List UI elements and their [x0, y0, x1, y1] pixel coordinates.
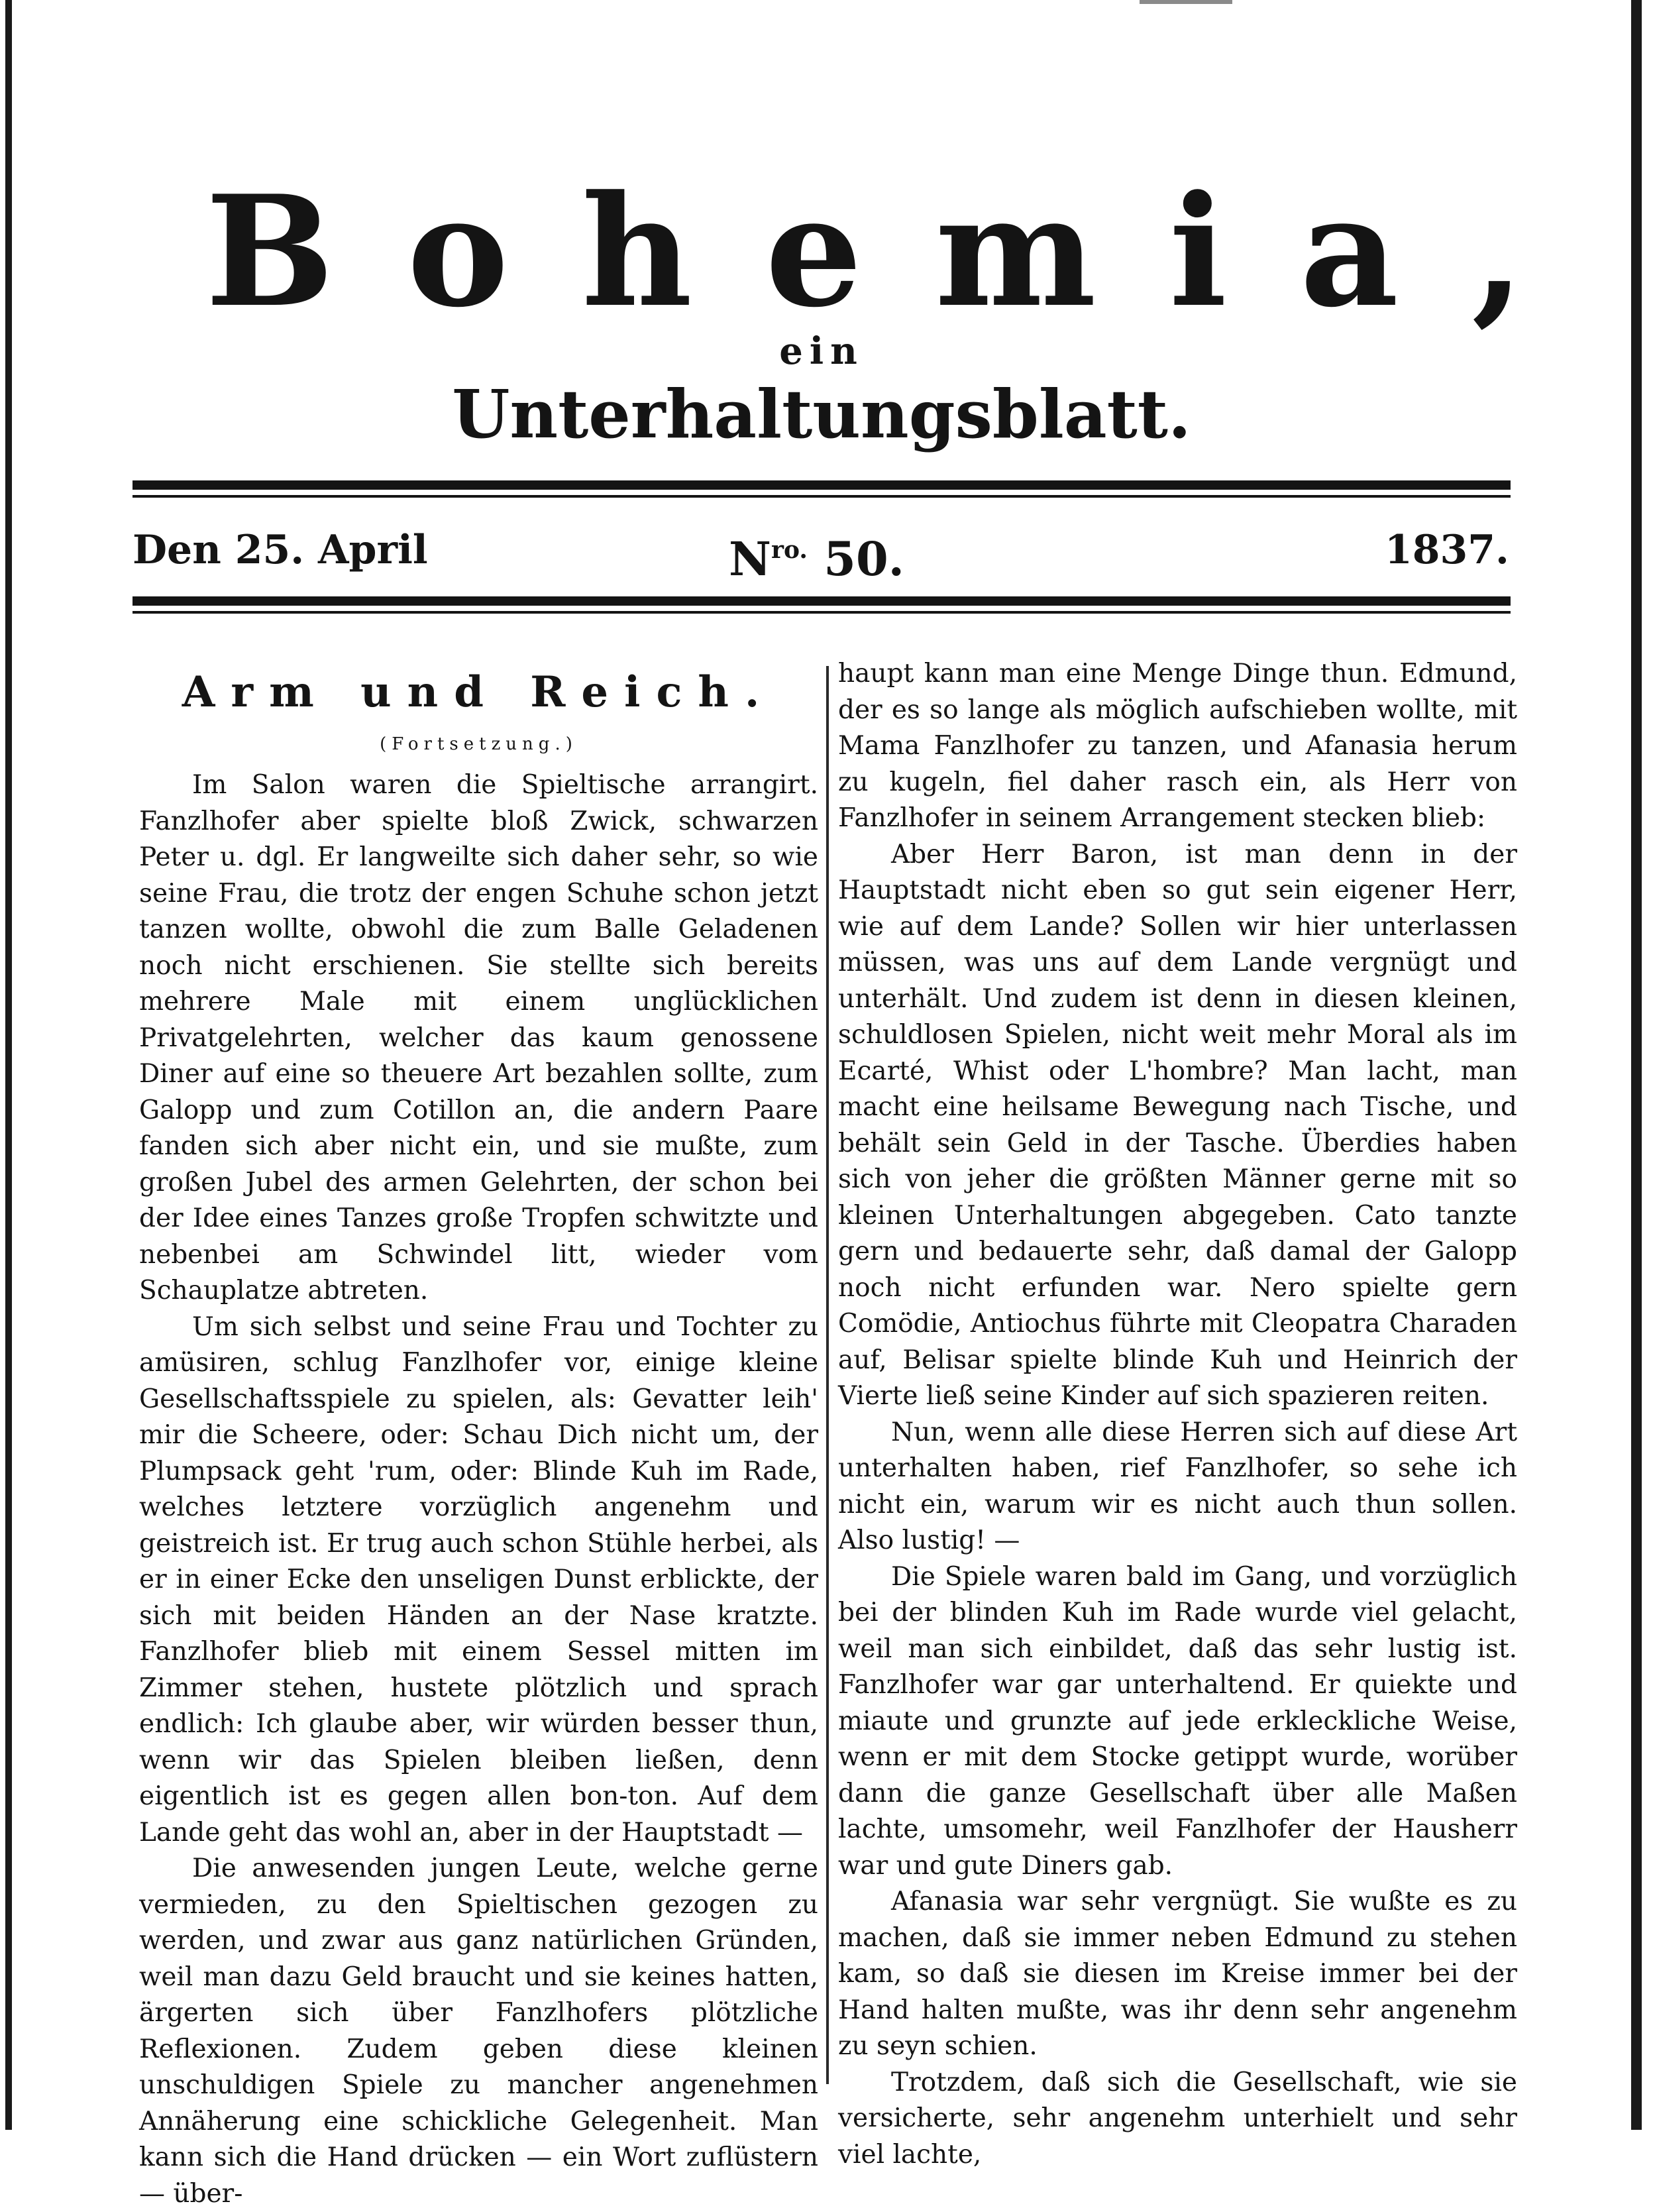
issue-year: 1837. [1385, 527, 1509, 573]
header-rule-thin [133, 495, 1511, 498]
issue-prefix: N [729, 531, 771, 586]
issue-prefix-sup: ro. [771, 536, 808, 564]
newspaper-title: Bohemia, [205, 162, 1598, 341]
paragraph: haupt kann man eine Menge Dinge thun. Edmund, der es so lange als möglich aufschieben wollte, mit Mama Fanzlhofer zu tanzen, und Afanasia herum zu kugeln, fiel daher rasch ein, als Herr von Fanzlhofer in seinem Arrangement stecken blieb: [838, 659, 1517, 833]
left-column [139, 656, 818, 2212]
paragraph: Afanasia war sehr vergnügt. Sie wußte es zu machen, daß sie immer neben Edmund zu stehen kam, so daß sie diesen im Kreise immer bei der Hand halten mußte, was ihr denn sehr angenehm zu seyn schien. [838, 1887, 1517, 2061]
paragraph: Nun, wenn alle diese Herren sich auf diese Art unterhalten haben, rief Fanzlhofer, so sehe ich nicht ein, warum wir es nicht auch thun sollen. Also lustig! — [838, 1417, 1517, 1555]
issue-number-value: 50. [807, 531, 905, 586]
page-left-border [5, 0, 12, 2130]
newspaper-subtitle: Unterhaltungsblatt. [452, 375, 1191, 453]
paragraph: Trotzdem, daß sich die Gesellschaft, wie sie versicherte, sehr angenehm unterhielt und sehr viel lachte, [838, 2067, 1517, 2170]
paragraph: Aber Herr Baron, ist man denn in der Hauptstadt nicht eben so gut sein eigener Herr, wie auf dem Lande? Sollen wir hier unterlassen müssen, was uns auf dem Lande vergnügt und unterhält. Und zudem ist denn in diesen kleinen, schuldlosen Spielen, nicht weit mehr Moral als im Ecarté, Whist oder L'hombre? Man lacht, man macht eine heilsame Bewegung nach Tische, und behält sein Geld in der Tasche. Überdies haben sich von jeher die größten Männer gerne mit so kleinen Unterhaltungen abgegeben. Cato tanzte gern und bedauerte sehr, daß damal der Galopp noch nicht erfunden war. Nero spielte gern Comödie, Antiochus führte mit Cleopatra Charaden auf, Belisar spielte blinde Kuh und Heinrich der Vierte ließ seine Kinder auf sich spazieren reiten. [838, 839, 1517, 1411]
paragraph: Die Spiele waren bald im Gang, und vorzüglich bei der blinden Kuh im Rade wurde viel gelacht, weil man sich einbildet, daß das sehr lustig ist. Fanzlhofer war gar unterhaltend. Er quiekte und miaute und grunzte auf jede erkleckliche Weise, wenn er mit dem Stocke getippt wurde, worüber dann die ganze Gesellschaft über alle Maßen lachte, umsomehr, weil Fanzlhofer der Hausherr war und gute Diners gab. [838, 1561, 1517, 1881]
issue-date: Den 25. April [133, 527, 428, 573]
paragraph: Im Salon waren die Spieltische arrangirt. Fanzlhofer aber spielte bloß Zwick, schwarzen Peter u. dgl. Er langweilte sich daher sehr, so wie seine Frau, die trotz der engen Schuhe schon jetzt tanzen wollte, obwohl die zum Balle Geladenen noch nicht erschienen. Sie stellte sich bereits mehrere Male mit einem unglücklichen Privatgelehrten, welcher das kaum genossene Diner auf eine so theuere Art bezahlen sollte, zum Galopp und zum Cotillon an, die andern Paare fanden sich aber nicht ein, und sie mußte, zum großen Jubel des armen Gelehrten, der schon bei der Idee eines Tanzes große Tropfen schwitzte und nebenbei am Schwindel litt, wieder vom Schauplatze abtreten. [139, 770, 818, 1305]
masthead-ein: ein [779, 329, 864, 373]
dateline-rule-thin [133, 611, 1511, 614]
article-subhead: (Fortsetzung.) [380, 734, 578, 754]
paragraph: Um sich selbst und seine Frau und Tochter zu amüsiren, schlug Fanzlhofer vor, einige kleine Gesellschaftsspiele zu spielen, als: Gevatter leih' mir die Scheere, oder: Schau Dich nicht um, der Plumpsack geht 'rum, oder: Blinde Kuh im Rade, welches letztere vorzüglich angenehm und geistreich ist. Er trug auch schon Stühle herbei, als er in einer Ecke den unseligen Dunst erblickte, der sich mit beiden Händen an der Nase kratzte. Fanzlhofer blieb mit einem Sessel mitten im Zimmer stehen, hustete plötzlich und sprach endlich: Ich glaube aber, wir würden besser thun, wenn wir das Spielen bleiben ließen, denn eigentlich ist es gegen allen bon-ton. Auf dem Lande geht das wohl an, aber in der Hauptstadt — [139, 1311, 818, 1848]
article-title: Arm und Reich. [182, 667, 776, 717]
paragraph: Die anwesenden jungen Leute, welche gerne vermieden, zu den Spieltischen gezogen zu werden, und zwar aus ganz natürlichen Gründen, weil man dazu Geld braucht und sie keines hatten, ärgerten sich über Fanzlhofers plötzliche Reflexionen. Zudem geben diese kleinen unschuldigen Spiele zu mancher angenehmen Annäherung eine schickliche Gelegenheit. Man kann sich die Hand drücken — ein Wort zuflüstern — über- [139, 1853, 818, 2209]
issue-number [729, 524, 904, 586]
header-rule-thick [133, 480, 1511, 490]
column-divider [826, 666, 829, 2084]
right-column [838, 656, 1517, 2173]
dateline-rule-thick [133, 596, 1511, 606]
top-smudge [1140, 0, 1232, 4]
page-right-border [1631, 0, 1642, 2130]
